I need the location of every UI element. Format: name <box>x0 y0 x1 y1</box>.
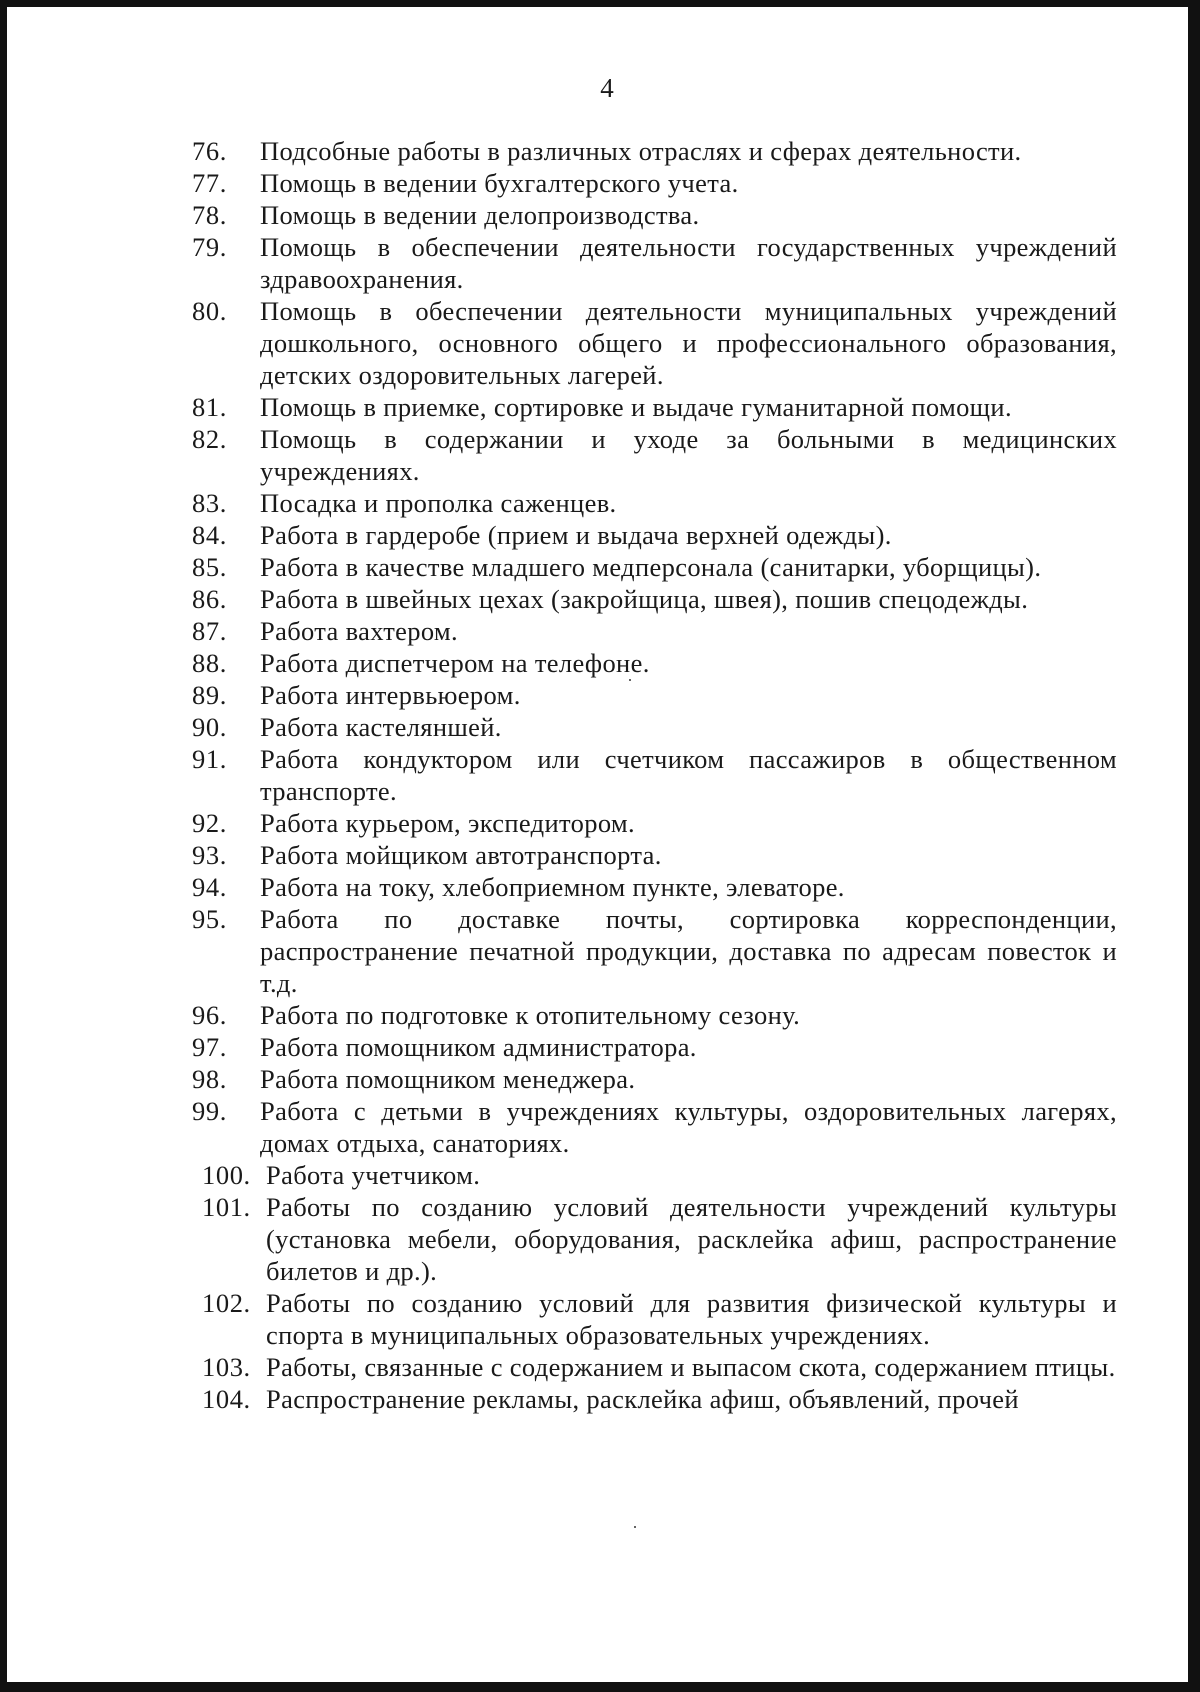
item-number: 104. <box>202 1384 251 1414</box>
item-text: Распространение рекламы, расклейка афиш, объявлений, прочей <box>266 1384 1019 1414</box>
list-item <box>192 167 1117 199</box>
item-number: 79. <box>192 232 227 262</box>
item-number: 97. <box>192 1032 227 1062</box>
list-item <box>192 391 1117 423</box>
item-number: 90. <box>192 712 227 742</box>
item-number: 94. <box>192 872 227 902</box>
numbered-list <box>192 135 1117 1415</box>
item-number: 82. <box>192 424 227 454</box>
scan-speck <box>634 1526 636 1528</box>
list-item <box>192 871 1117 903</box>
list-item <box>192 1191 1117 1287</box>
item-number: 98. <box>192 1064 227 1094</box>
list-item <box>192 1159 1117 1191</box>
list-item <box>192 647 1117 679</box>
item-text: Работа помощником менеджера. <box>260 1064 636 1094</box>
list-item <box>192 231 1117 295</box>
item-text: Работа в гардеробе (прием и выдача верхней одежды). <box>260 520 892 550</box>
item-text: Работа на току, хлебоприемном пункте, элеваторе. <box>260 872 845 902</box>
list-item <box>192 903 1117 999</box>
item-text: Помощь в обеспечении деятельности муниципальных учреждений дошкольного, основного общего и профессионального образования, детских оздоровительных лагерей. <box>260 296 1117 390</box>
item-text: Помощь в обеспечении деятельности государственных учреждений здравоохранения. <box>260 232 1117 294</box>
item-number: 96. <box>192 1000 227 1030</box>
item-number: 83. <box>192 488 227 518</box>
item-text: Работа по доставке почты, сортировка корреспонденции, распространение печатной продукции, доставка по адресам повесток и т.д. <box>260 904 1117 998</box>
scan-speck <box>629 679 631 681</box>
item-text: Работа помощником администратора. <box>260 1032 697 1062</box>
item-text: Работа вахтером. <box>260 616 459 646</box>
item-text: Подсобные работы в различных отраслях и сферах деятельности. <box>260 136 1022 166</box>
item-number: 102. <box>202 1288 251 1318</box>
item-number: 76. <box>192 136 227 166</box>
item-text: Работа учетчиком. <box>266 1160 481 1190</box>
item-number: 85. <box>192 552 227 582</box>
list-item <box>192 1351 1117 1383</box>
list-item <box>192 839 1117 871</box>
list-item <box>192 1063 1117 1095</box>
item-number: 99. <box>192 1096 227 1126</box>
item-text: Работа кастеляншей. <box>260 712 502 742</box>
item-number: 78. <box>192 200 227 230</box>
item-number: 91. <box>192 744 227 774</box>
list-item <box>192 711 1117 743</box>
list-item <box>192 1383 1117 1415</box>
item-number: 88. <box>192 648 227 678</box>
item-text: Помощь в приемке, сортировке и выдаче гуманитарной помощи. <box>260 392 1012 422</box>
item-text: Работа диспетчером на телефоне. <box>260 648 650 678</box>
list-item <box>192 743 1117 807</box>
list-item <box>192 199 1117 231</box>
list-item <box>192 679 1117 711</box>
item-number: 80. <box>192 296 227 326</box>
item-text: Помощь в ведении делопроизводства. <box>260 200 700 230</box>
list-item <box>192 583 1117 615</box>
list-item <box>192 551 1117 583</box>
item-text: Помощь в ведении бухгалтерского учета. <box>260 168 739 198</box>
item-number: 101. <box>202 1192 251 1222</box>
item-number: 87. <box>192 616 227 646</box>
item-text: Помощь в содержании и уходе за больными в медицинских учреждениях. <box>260 424 1117 486</box>
item-number: 100. <box>202 1160 251 1190</box>
list-item <box>192 487 1117 519</box>
list-item <box>192 423 1117 487</box>
item-number: 81. <box>192 392 227 422</box>
page-number: 4 <box>600 73 614 103</box>
list-item <box>192 1287 1117 1351</box>
list-item <box>192 519 1117 551</box>
item-number: 95. <box>192 904 227 934</box>
item-text: Работа по подготовке к отопительному сезону. <box>260 1000 801 1030</box>
item-text: Работы, связанные с содержанием и выпасом скота, содержанием птицы. <box>266 1352 1116 1382</box>
list-item <box>192 807 1117 839</box>
item-number: 103. <box>202 1352 251 1382</box>
item-text: Работа в качестве младшего медперсонала (санитарки, уборщицы). <box>260 552 1042 582</box>
item-number: 89. <box>192 680 227 710</box>
item-text: Работы по созданию условий деятельности учреждений культуры (установка мебели, оборудования, расклейка афиш, распространение билетов и др.). <box>266 1192 1117 1286</box>
list-item <box>192 295 1117 391</box>
list-item <box>192 135 1117 167</box>
item-text: Работа интервьюером. <box>260 680 521 710</box>
list-item <box>192 999 1117 1031</box>
list-item <box>192 615 1117 647</box>
list-item <box>192 1031 1117 1063</box>
item-text: Посадка и прополка саженцев. <box>260 488 617 518</box>
item-number: 93. <box>192 840 227 870</box>
item-text: Работа в швейных цехах (закройщица, швея), пошив спецодежды. <box>260 584 1029 614</box>
item-number: 77. <box>192 168 227 198</box>
item-text: Работа курьером, экспедитором. <box>260 808 636 838</box>
item-number: 86. <box>192 584 227 614</box>
list-item <box>192 1095 1117 1159</box>
item-number: 92. <box>192 808 227 838</box>
item-text: Работа кондуктором или счетчиком пассажиров в общественном транспорте. <box>260 744 1117 806</box>
item-text: Работа мойщиком автотранспорта. <box>260 840 662 870</box>
item-text: Работы по созданию условий для развития физической культуры и спорта в муниципальных образовательных учреждениях. <box>266 1288 1117 1350</box>
item-number: 84. <box>192 520 227 550</box>
item-text: Работа с детьми в учреждениях культуры, оздоровительных лагерях, домах отдыха, санаториях. <box>260 1096 1117 1158</box>
